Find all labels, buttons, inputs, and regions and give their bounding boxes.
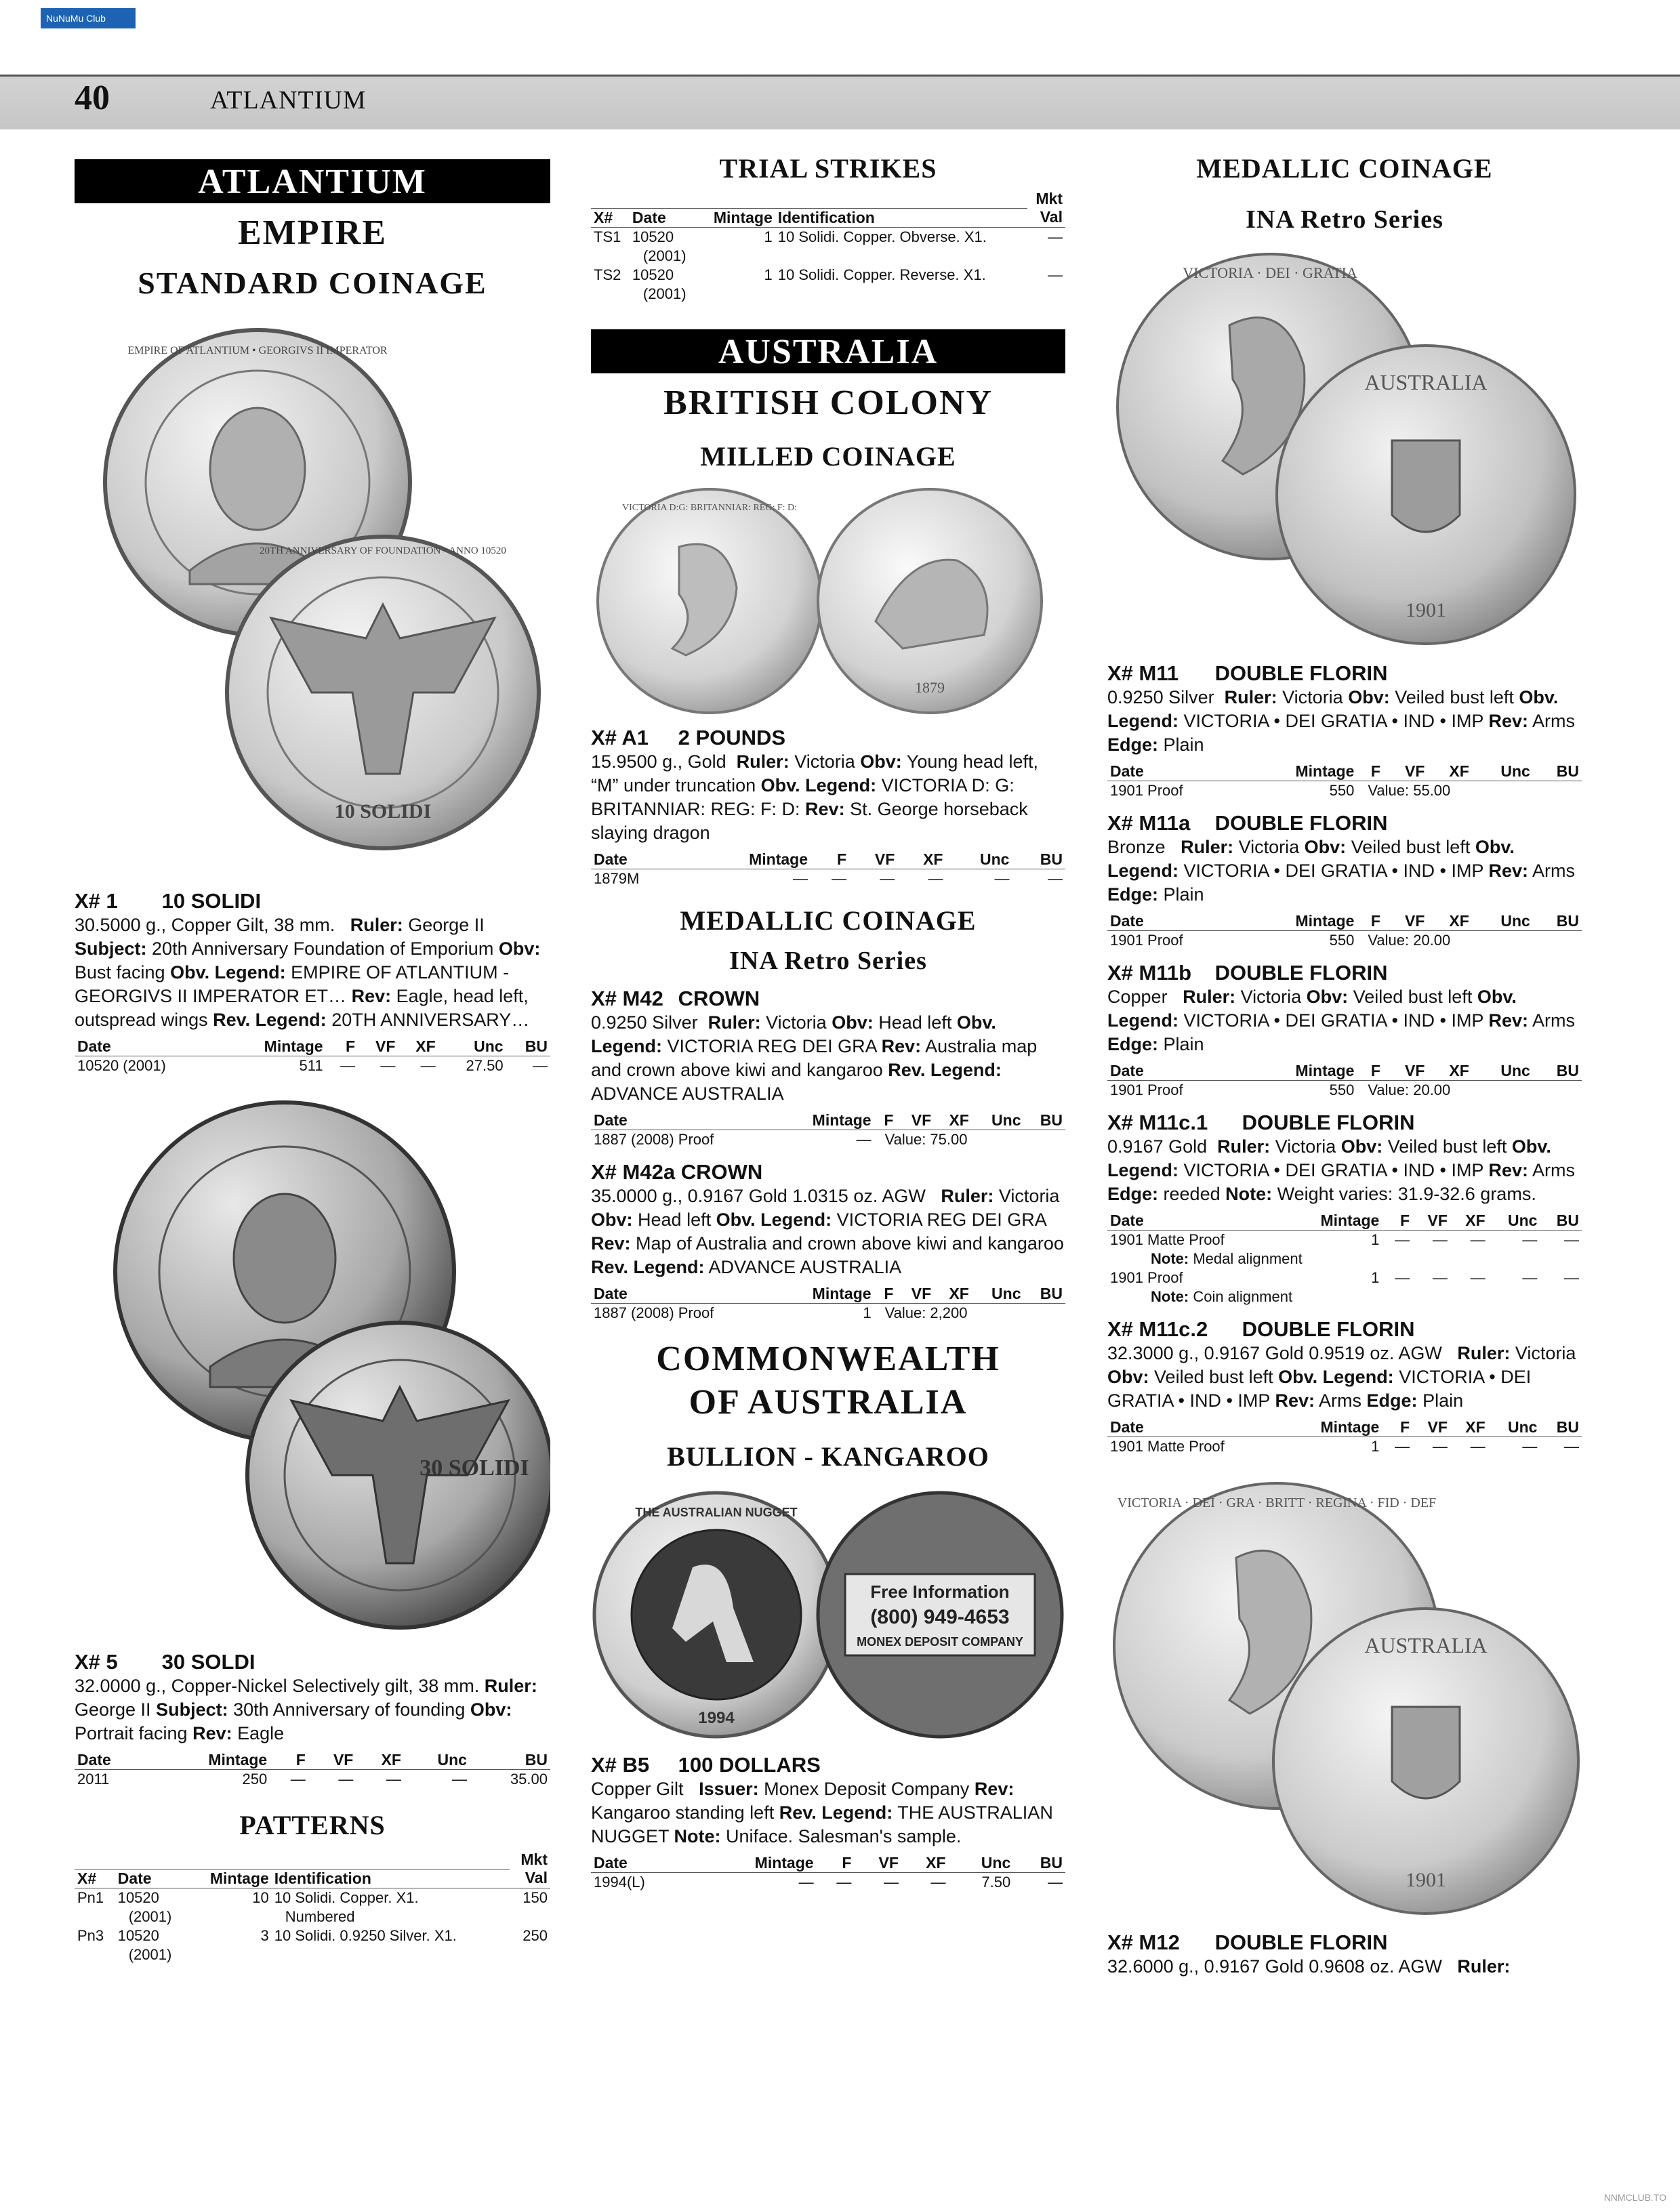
- catalog-number: X# 5: [75, 1650, 118, 1674]
- denomination: CROWN: [678, 986, 760, 1010]
- entry-description: 0.9250 Silver Ruler: Victoria Obv: Head left Obv. Legend: VICTORIA REG DEI GRA Rev: Australia map and crown above kiwi and kangaroo Rev. Legend: ADVANCE AUSTRALIA: [591, 1012, 1038, 1104]
- price-table: Date Mintage F VF XF Unc BU 1901 Matte Proof 1 — — — — — Note: Medal alignment 1901 Proof 1 — — — — — Note: Coin alignment: [1107, 1212, 1582, 1306]
- obverse-value: Bust facing: [75, 962, 165, 983]
- price-table: Date Mintage F VF XF Unc BU 1879M — — — — — —: [591, 850, 1065, 888]
- series-title: INA Retro Series: [1246, 205, 1443, 234]
- col-bu: BU: [506, 1037, 550, 1056]
- subject-label: Subject:: [75, 938, 147, 959]
- catalog-number: X# M11: [1107, 661, 1179, 685]
- ruler-value: George II: [75, 1699, 151, 1720]
- subject-value: 20th Anniversary Foundation of Emporium: [152, 938, 494, 959]
- table-row: (2001): [128, 1945, 172, 1963]
- series-title: INA Retro Series: [729, 946, 927, 975]
- table-row: 1901 Proof 550 Value: 20.00: [1110, 1081, 1451, 1098]
- table-row: 1901 Proof 550 Value: 20.00: [1110, 932, 1451, 949]
- col-mintage: Mintage: [224, 1037, 325, 1056]
- ruler-value: George II: [408, 915, 485, 935]
- medallic-title: MEDALLIC COINAGE: [680, 905, 977, 936]
- reverse-label: Rev:: [351, 986, 392, 1006]
- price-table: [75, 1037, 550, 1075]
- catalog-number: X# B5: [591, 1752, 650, 1777]
- patterns-table: Mkt X# Date Mintage Identification Val Pn1 10520 10 10 Solidi. Copper. X1. 150 (2001) Numbered Pn3 10520 3 10 Solidi. 0.9250 Silver. X1. 250 (2001): [75, 1851, 550, 1964]
- catalog-number: X# 1: [75, 889, 118, 913]
- table-row: 1901 Proof 550 Value: 55.00: [1110, 782, 1451, 799]
- coin-image-double-florin-2: [1107, 1476, 1582, 1924]
- table-row: TS2 10520 1 10 Solidi. Copper. Reverse. X1. —: [594, 266, 1063, 283]
- column-3: [1107, 152, 1582, 1979]
- entry-description: Bronze Ruler: Victoria Obv: Veiled bust left Obv. Legend: VICTORIA • DEI GRATIA • IND • IMP Rev: Arms Edge: Plain: [1107, 837, 1576, 905]
- section-title: BRITISH COLONY: [663, 383, 993, 422]
- table-row: 2011 250 — — — — 35.00: [77, 1771, 548, 1788]
- entry-description: 32.3000 g., 0.9167 Gold 0.9519 oz. AGW Ruler: Victoria Obv: Veiled bust left Obv. Legend: VICTORIA • DEI GRATIA • IND • IMP Rev: Arms Edge: Plain: [1107, 1343, 1576, 1411]
- site-logo: [41, 8, 136, 28]
- reverse-legend-label: Rev. Legend:: [213, 1010, 327, 1030]
- entry-description: [75, 1674, 550, 1745]
- obverse-legend-label: Obv. Legend:: [170, 962, 286, 983]
- denomination: 100 DOLLARS: [678, 1752, 821, 1777]
- entry-title: [1107, 811, 1582, 835]
- table-row: 1994(L) — — — — 7.50 —: [594, 1873, 1063, 1890]
- coin-legend: VICTORIA · DEI · GRA · BRITT · REGINA · FID · DEF: [1117, 1495, 1437, 1510]
- table-row: Pn1 10520 10 10 Solidi. Copper. X1. 150: [77, 1888, 548, 1906]
- coin-legend: EMPIRE OF ATLANTIUM • GEORGIVS II IMPERATOR: [127, 345, 388, 356]
- entry-title: [1107, 1317, 1582, 1342]
- coin-denomination-label: 10 SOLIDI: [334, 800, 432, 823]
- table-row-note: Note: Medal alignment: [1151, 1250, 1303, 1267]
- entry-title: [75, 889, 550, 913]
- catalog-number: X# M42a: [591, 1159, 676, 1184]
- country-banner: ATLANTIUM: [75, 159, 550, 203]
- running-head: ATLANTIUM: [210, 86, 367, 115]
- table-row-note: Note: Coin alignment: [1151, 1288, 1293, 1305]
- price-table: Date Mintage F VF XF Unc BU 1994(L) — — — — 7.50 —: [591, 1854, 1065, 1892]
- coin-legend: AUSTRALIA: [1364, 370, 1488, 394]
- trial-strikes-title: TRIAL STRIKES: [719, 153, 937, 184]
- obverse-legend-value: EMPIRE OF ATLANTIUM - GEORGIVS II IMPERATOR ET…: [75, 962, 510, 1006]
- catalog-number: X# M12: [1107, 1930, 1180, 1954]
- weight-composition: 30.5000 g., Copper Gilt, 38 mm.: [75, 915, 335, 935]
- table-row: 10520 (2001) 511 — — — 27.50 —: [77, 1057, 548, 1074]
- subsection-title: BULLION - KANGAROO: [667, 1441, 989, 1472]
- table-row: 1901 Proof 1 — — — — —: [1110, 1269, 1579, 1286]
- coin-year: 1901: [1406, 1869, 1446, 1891]
- table-row: 1887 (2008) Proof 1 Value: 2,200: [594, 1304, 968, 1321]
- entry-title: [591, 1753, 1065, 1777]
- coin-legend: VICTORIA D:G: BRITANNIAR: REG: F: D:: [621, 502, 798, 513]
- coin-text: (800) 949-4653: [870, 1605, 1010, 1628]
- table-row: (2001) Numbered: [128, 1907, 355, 1925]
- coin-image-double-florin: [1107, 244, 1582, 650]
- mkt-label: Mkt: [520, 1851, 548, 1868]
- entry-description: 15.9500 g., Gold Ruler: Victoria Obv: Young head left, “M” under truncation Obv. Legend: VICTORIA D: G: BRITANNIAR: REG: F: D: Rev: St. George horseback slaying dragon: [591, 751, 1038, 843]
- section-title: [591, 1338, 1065, 1424]
- table-row: 1901 Matte Proof 1 — — — — —: [1110, 1231, 1579, 1248]
- coin-legend: AUSTRALIA: [1364, 1633, 1488, 1657]
- coin-year: 1879: [915, 678, 945, 696]
- site-logo-text: NuNuMu Club: [46, 13, 106, 24]
- col-xf: XF: [398, 1037, 438, 1056]
- reverse-value: Eagle: [237, 1723, 285, 1743]
- entry-description: 0.9167 Gold Ruler: Victoria Obv: Veiled bust left Obv. Legend: VICTORIA • DEI GRATIA • IND • IMP Rev: Arms Edge: reeded Note: Weight varies: 31.9-32.6 grams.: [1107, 1136, 1576, 1204]
- weight-composition: 32.0000 g., Copper-Nickel Selectively gilt, 38 mm.: [75, 1676, 480, 1696]
- table-row: Pn3 10520 3 10 Solidi. 0.9250 Silver. X1. 250: [77, 1926, 548, 1944]
- entry-description: 0.9250 Silver Ruler: Victoria Obv: Veiled bust left Obv. Legend: VICTORIA • DEI GRATIA • IND • IMP Rev: Arms Edge: Plain: [1107, 687, 1576, 755]
- table-row: 1901 Matte Proof 1 — — — — —: [1110, 1438, 1579, 1455]
- col-vf: VF: [358, 1037, 398, 1056]
- reverse-legend-value: 20TH ANNIVERSARY…: [331, 1010, 530, 1030]
- entry-title: [591, 1160, 1065, 1184]
- denomination: DOUBLE FLORIN: [1242, 1317, 1415, 1341]
- coin-year: 1901: [1406, 599, 1446, 621]
- catalog-number: X# M11a: [1107, 811, 1191, 835]
- price-table: Date Mintage F VF XF Unc BU 2011 250 — — — — 35.00: [75, 1751, 550, 1789]
- catalog-number: X# M11c.2: [1107, 1317, 1208, 1341]
- entry-description: 35.0000 g., 0.9167 Gold 1.0315 oz. AGW Ruler: Victoria Obv: Head left Obv. Legend: VICTORIA REG DEI GRA Rev: Map of Australia and crown above kiwi and kangaroo Rev. Legend: ADVANCE AUSTRALIA: [591, 1185, 1064, 1277]
- denomination: 10 SOLIDI: [161, 889, 262, 913]
- price-table: Date Mintage F VF XF Unc BU 1901 Proof 550 Value: 20.00: [1107, 912, 1582, 950]
- col-unc: Unc: [438, 1037, 506, 1056]
- catalog-number: X# M42: [591, 986, 663, 1010]
- coin-legend: THE AUSTRALIAN NUGGET: [635, 1505, 798, 1519]
- denomination: DOUBLE FLORIN: [1214, 661, 1388, 685]
- section-title-line-2: OF AUSTRALIA: [689, 1382, 968, 1422]
- col-f: F: [326, 1037, 358, 1056]
- obverse-value: Portrait facing: [75, 1723, 188, 1743]
- section-title: MEDALLIC COINAGE: [1196, 153, 1493, 184]
- denomination: CROWN: [680, 1159, 763, 1184]
- denomination: DOUBLE FLORIN: [1214, 1930, 1388, 1954]
- price-table: Date Mintage F VF XF Unc BU 1901 Proof 550 Value: 55.00: [1107, 762, 1582, 800]
- table-row: (2001): [642, 285, 687, 302]
- table-row: 1887 (2008) Proof — Value: 75.00: [594, 1130, 968, 1148]
- table-row: (2001): [642, 247, 687, 264]
- catalog-number: X# A1: [591, 725, 649, 749]
- denomination: DOUBLE FLORIN: [1214, 961, 1388, 985]
- price-table: Date Mintage F VF XF Unc BU 1901 Matte Proof 1 — — — — —: [1107, 1418, 1582, 1456]
- entry-description: Copper Gilt Issuer: Monex Deposit Company Rev: Kangaroo standing left Rev. Legend: THE AUSTRALIAN NUGGET Note: Uniface. Salesman's sample.: [591, 1778, 1053, 1846]
- entry-description: 32.6000 g., 0.9167 Gold 0.9608 oz. AGW Ruler:: [1107, 1956, 1511, 1977]
- country-banner: AUSTRALIA: [591, 329, 1065, 373]
- entry-description: Copper Ruler: Victoria Obv: Veiled bust left Obv. Legend: VICTORIA • DEI GRATIA • IND • IMP Rev: Arms Edge: Plain: [1107, 987, 1576, 1054]
- obverse-label: Obv:: [470, 1699, 512, 1720]
- coin-text: MONEX DEPOSIT COMPANY: [857, 1634, 1023, 1649]
- section-title: EMPIRE: [238, 213, 387, 252]
- page-number: 40: [75, 79, 110, 117]
- denomination: 30 SOLDI: [161, 1650, 255, 1674]
- coin-text: Free Information: [870, 1581, 1010, 1602]
- footer-watermark: NNMCLUB.TO: [1603, 2192, 1666, 2203]
- coin-image-2-pounds: [591, 486, 1065, 716]
- entry-title: [1107, 661, 1582, 686]
- denomination: DOUBLE FLORIN: [1242, 1111, 1415, 1134]
- entry-title: [591, 987, 1065, 1011]
- coin-denomination-label: 30 SOLIDI: [419, 1455, 529, 1481]
- coin-year: 1994: [698, 1708, 735, 1727]
- subsection-title: MILLED COINAGE: [700, 440, 956, 472]
- entry-description: [75, 913, 550, 1032]
- entry-title: [1107, 1111, 1582, 1135]
- coin-image-30-solidi: [75, 1096, 550, 1638]
- catalog-number: X# M11c.1: [1107, 1111, 1208, 1134]
- price-table: Date Mintage F VF XF Unc BU 1901 Proof 550 Value: 20.00: [1107, 1062, 1582, 1100]
- entry-title: [1107, 1930, 1582, 1955]
- subsection-title: STANDARD COINAGE: [138, 266, 487, 300]
- ruler-label: Ruler:: [484, 1676, 537, 1696]
- column-1: [75, 152, 550, 1964]
- entry-title: [75, 1650, 550, 1674]
- table-row: TS1 10520 1 10 Solidi. Copper. Obverse. X1. —: [594, 228, 1063, 245]
- coin-image-10-solidi: [75, 313, 550, 875]
- price-table: Date Mintage F VF XF Unc BU 1887 (2008) Proof — Value: 75.00: [591, 1111, 1065, 1149]
- trial-strikes-table: Mkt X# Date Mintage Identification Val TS1 10520 1 10 Solidi. Copper. Obverse. X1. — (2001) TS2 10520 1 10 Solidi. Copper. Reverse. X1. — (2001): [591, 190, 1065, 304]
- table-row: 1879M — — — — — —: [594, 869, 1063, 887]
- coin-image-100-dollars: [591, 1486, 1065, 1743]
- coin-legend: VICTORIA · DEI · GRATIA: [1183, 264, 1357, 281]
- obverse-label: Obv:: [498, 938, 541, 959]
- catalog-number: X# M11b: [1107, 961, 1192, 985]
- section-title-line-1: COMMONWEALTH: [656, 1339, 1000, 1378]
- subject-label: Subject:: [156, 1699, 228, 1720]
- denomination: 2 POUNDS: [678, 725, 786, 749]
- patterns-title: PATTERNS: [239, 1810, 386, 1840]
- subject-value: 30th Anniversary of founding: [233, 1699, 466, 1720]
- ruler-label: Ruler:: [350, 915, 403, 935]
- reverse-value: Eagle, head left, outspread wings: [75, 986, 529, 1030]
- column-2: [591, 152, 1065, 1892]
- price-table: Date Mintage F VF XF Unc BU 1887 (2008) Proof 1 Value: 2,200: [591, 1285, 1065, 1323]
- entry-title: [591, 726, 1065, 750]
- coin-legend: 20TH ANNIVERSARY OF FOUNDATION • ANNO 10520: [260, 545, 506, 556]
- denomination: DOUBLE FLORIN: [1214, 811, 1388, 835]
- entry-title: [1107, 961, 1582, 985]
- reverse-label: Rev:: [192, 1723, 232, 1743]
- col-date: Date: [75, 1037, 224, 1056]
